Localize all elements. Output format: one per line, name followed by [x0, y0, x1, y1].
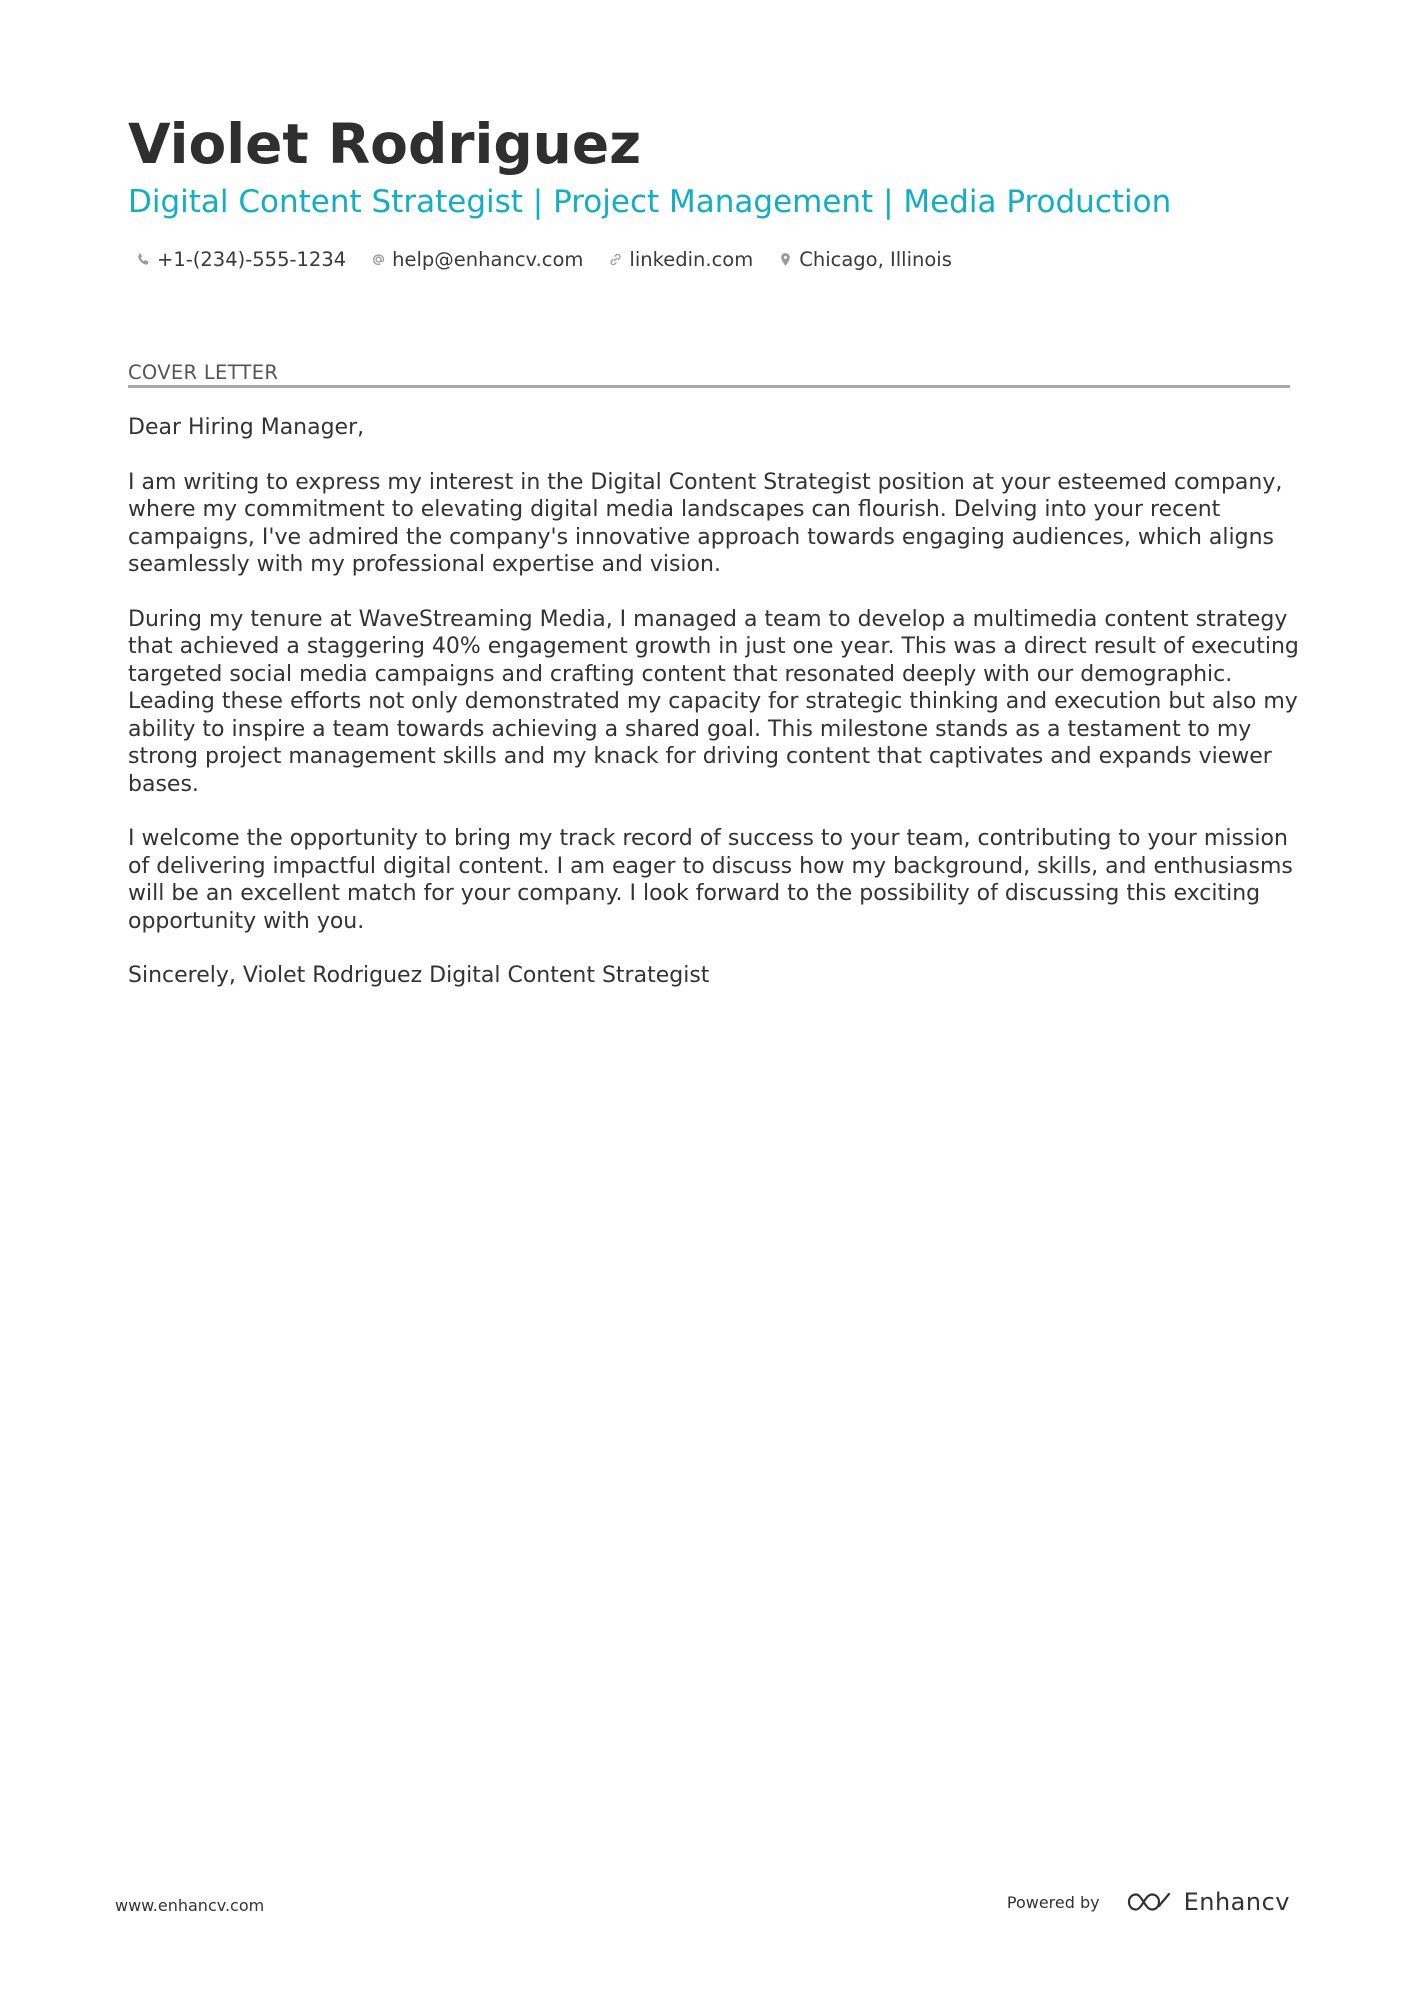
contact-location [778, 248, 952, 271]
footer-branding [1007, 1888, 1290, 1916]
contact-website [608, 248, 753, 271]
section-title: COVER LETTER [128, 361, 279, 384]
letter-body [128, 414, 1303, 1017]
website-text[interactable]: linkedin.com [629, 248, 754, 271]
letter-closing: Sincerely, Violet Rodriguez Digital Content Strategist [128, 963, 710, 988]
letter-paragraph: I am writing to express my interest in the Digital Content Strategist position at your esteemed company, where my commitment to elevating digital media landscapes can flourish. Delving into your recent campaigns, I've admired the company's innovative approach towards engaging audiences, which aligns seamlessly with my professional expertise and vision. [128, 469, 1283, 577]
candidate-headline: Digital Content Strategist | Project Management | Media Production [128, 184, 1172, 220]
letter-greeting: Dear Hiring Manager, [128, 415, 365, 440]
footer-website[interactable]: www.enhancv.com [115, 1896, 265, 1915]
location-pin-icon [778, 252, 793, 267]
candidate-name: Violet Rodriguez [128, 112, 642, 176]
phone-text[interactable]: +1-(234)-555-1234 [157, 248, 347, 271]
letter-paragraph: During my tenure at WaveStreaming Media, I managed a team to develop a multimedia content strategy that achieved a staggering 40% engagement growth in just one year. This was a direct result of executing targeted social media campaigns and crafting content that resonated deeply with our demographic. Leading these efforts not only demonstrated my capacity for strategic thinking and execution but also my ability to inspire a team towards achieving a shared goal. This milestone stands as a testament to my strong project management skills and my knack for driving content that captivates and expands viewer bases. [128, 606, 1299, 797]
enhancv-wordmark: Enhancv [1183, 1888, 1290, 1916]
email-text[interactable]: help@enhancv.com [392, 248, 584, 271]
link-icon [608, 252, 623, 267]
powered-by-label: Powered by [1006, 1892, 1100, 1912]
section-divider [128, 385, 1290, 388]
contact-phone [136, 248, 346, 271]
location-text: Chicago, Illinois [799, 248, 952, 271]
contact-email [371, 248, 583, 271]
letter-paragraph: I welcome the opportunity to bring my track record of success to your team, contributing to your mission of delivering impactful digital content. I am eager to discuss how my background, skills, and enthusiasms will be an excellent match for your company. I look forward to the possibility of discussing this exciting opportunity with you. [128, 826, 1293, 934]
contact-bar [136, 248, 977, 271]
at-sign-icon [371, 252, 386, 267]
phone-icon [136, 252, 151, 267]
enhancv-logo-icon [1126, 1890, 1172, 1914]
